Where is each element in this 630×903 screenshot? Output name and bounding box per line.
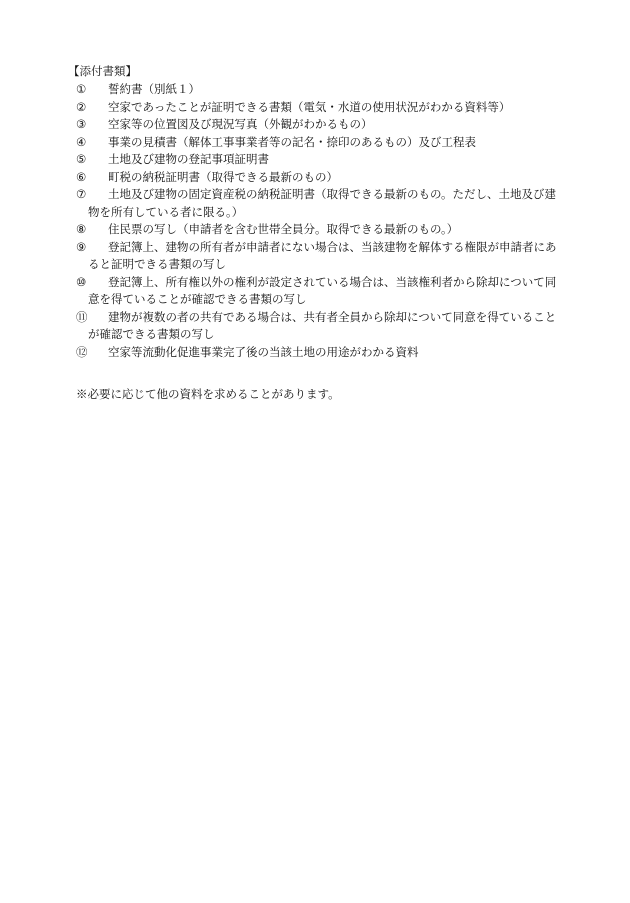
list-item bbox=[68, 99, 588, 117]
list-item bbox=[68, 169, 588, 187]
item-text-continued: が確認できる書類の写し bbox=[88, 327, 215, 341]
item-text: 登記簿上、所有権以外の権利が設定されている場合は、当該権利者から除却について同 bbox=[108, 274, 557, 289]
list-item bbox=[68, 344, 588, 362]
item-text: 空家等の位置図及び現況写真（外観がわかるもの） bbox=[108, 117, 373, 131]
item-text: 空家等流動化促進事業完了後の当該土地の用途がわかる資料 bbox=[108, 344, 419, 359]
list-item bbox=[68, 309, 588, 344]
item-number: ⑫ bbox=[76, 344, 88, 359]
list-item bbox=[68, 239, 588, 274]
item-text: 空家であったことが証明できる書類（電気・水道の使用状況がわかる資料等） bbox=[108, 99, 511, 114]
list-item bbox=[68, 221, 588, 239]
item-text: 町税の納税証明書（取得できる最新のもの） bbox=[108, 169, 338, 184]
item-number: ① bbox=[76, 82, 87, 96]
list-item bbox=[68, 151, 588, 169]
list-item bbox=[68, 134, 588, 152]
item-number: ⑦ bbox=[76, 187, 87, 201]
item-number: ④ bbox=[76, 134, 87, 149]
item-number: ② bbox=[76, 99, 87, 114]
attachment-list bbox=[68, 81, 588, 361]
item-number: ⑩ bbox=[76, 274, 87, 289]
item-number: ⑧ bbox=[76, 222, 87, 236]
item-text: 土地及び建物の固定資産税の納税証明書（取得できる最新のもの。ただし、土地及び建 bbox=[108, 187, 557, 201]
list-item bbox=[68, 186, 588, 221]
section-heading: 【添付書類】 bbox=[68, 64, 137, 78]
item-text: 事業の見積書（解体工事事業者等の記名・捺印のあるもの）及び工程表 bbox=[108, 134, 476, 149]
item-number: ⑪ bbox=[76, 309, 88, 324]
item-text: 登記簿上、建物の所有者が申請者にない場合は、当該建物を解体する権限が申請者にあ bbox=[108, 239, 557, 254]
item-number: ⑤ bbox=[76, 152, 87, 166]
item-number: ⑨ bbox=[76, 239, 87, 254]
item-number: ③ bbox=[76, 117, 87, 131]
item-text-continued: ると証明できる書類の写し bbox=[88, 257, 226, 271]
list-item bbox=[68, 81, 588, 99]
item-text-continued: 物を所有している者に限る。） bbox=[88, 204, 244, 219]
list-item bbox=[68, 116, 588, 134]
item-number: ⑥ bbox=[76, 169, 87, 184]
item-text: 建物が複数の者の共有である場合は、共有者全員から除却について同意を得ていること bbox=[108, 309, 557, 324]
footnote: ※必要に応じて他の資料を求めることがあります。 bbox=[76, 387, 340, 401]
list-item bbox=[68, 274, 588, 309]
item-text: 住民票の写し（申請者を含む世帯全員分。取得できる最新のもの。） bbox=[108, 222, 459, 236]
item-text: 土地及び建物の登記事項証明書 bbox=[108, 152, 269, 166]
item-text-continued: 意を得ていることが確認できる書類の写し bbox=[88, 292, 307, 306]
item-text: 誓約書（別紙１） bbox=[108, 82, 200, 96]
